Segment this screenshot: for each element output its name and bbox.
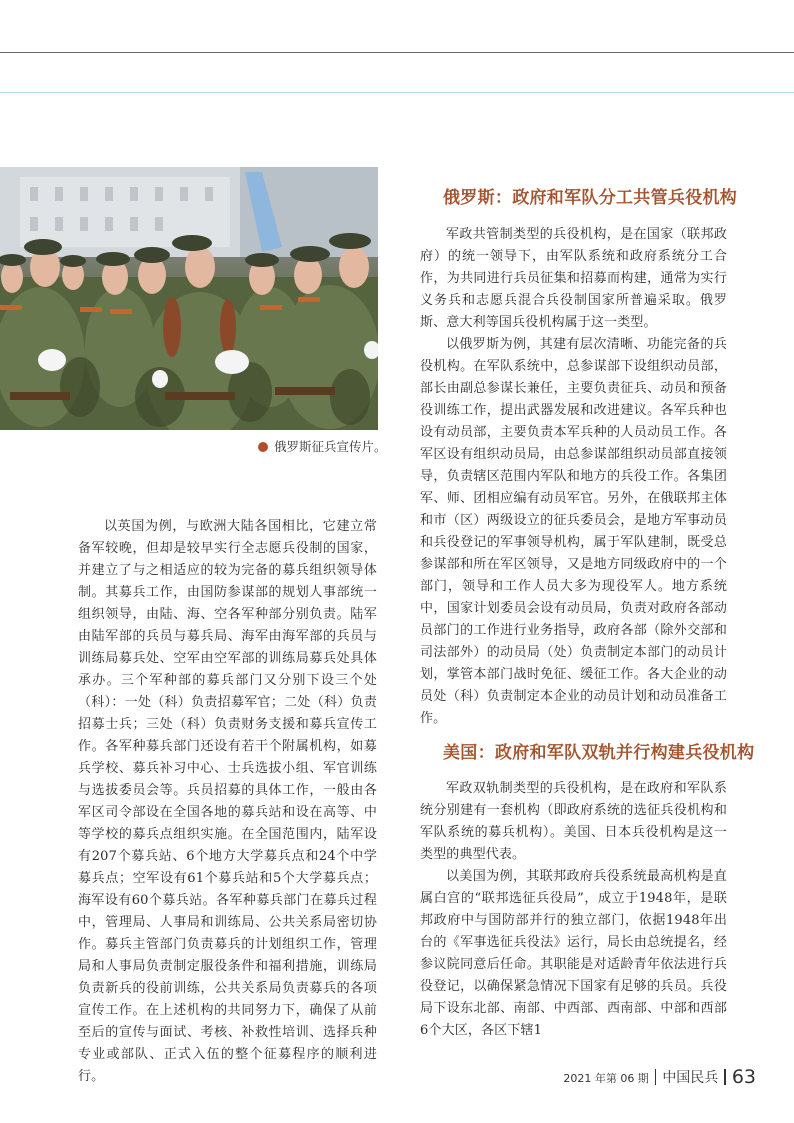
bullet-dot-icon: [258, 442, 268, 452]
paragraph: 军政共管制类型的兵役机构，是在国家（联邦政府）的统一领导下，由军队系统和政府系统分工合作，为共同进行兵员征集和招募而构建，通常为实行义务兵和志愿兵混合兵役制国家所普遍采取。俄罗斯、意大利等国兵役机构属于这一类型。: [420, 227, 727, 330]
header-accent-rule: [0, 92, 794, 93]
photo-illustration: [0, 167, 378, 430]
paragraph: 以俄罗斯为例，其建有层次清晰、功能完备的兵役机构。在军队系统中，总参谋部下设组织动员部，部长由副总参谋长兼任，主要负责征兵、动员和预备役训练工作，提出武器发展和改进建议。各军兵种也设有动员部，主要负责本军兵种的人员动员工作。各军区设有组织动员局，由总参谋部组织动员部直接领导，负责辖区范围内军队和地方的兵役工作。各集团军、师、团相应编有动员军官。另外，在俄联邦主体和市（区）两级设立的征兵委员会，是地方军事动员和兵役登记的军事领导机构，属于军队建制，既受总参谋部和所在军区领导，又是地方同级政府中的一个部门，领导和工作人员大多为现役军人。地方系统中，国家计划委员会设有动员局，负责对政府各部动员部门的工作进行业务指导，政府各部（除外交部和司法部外）的动员局（处）负责制定本部门的动员计划，掌管本部门战时免征、缓征工作。各大企业的动员处（科）负责制定本企业的动员计划和动员准备工作。: [420, 337, 727, 726]
header-rule: [0, 52, 794, 53]
paragraph: 以美国为例，其联邦政府兵役系统最高机构是直属白宫的“联邦选征兵役局”，成立于1948年，是联邦政府中与国防部并行的独立部门，依据1948年出台的《军事选征兵役法》运行，局长由总统提名，经参议院同意后任命。其职能是对适龄青年依法进行兵役登记，以确保紧急情况下国家有足够的兵员。兵役局下设东北部、南部、中西部、西南部、中部和西部6个大区，各区下辖1: [420, 869, 727, 1038]
photo-caption-text: 俄罗斯征兵宣传片。: [274, 439, 387, 454]
paragraph: 军政双轨制类型的兵役机构，是在政府和军队系统分别建有一套机构（即政府系统的选征兵役机构和军队系统的募兵机构）。美国、日本兵役机构是这一类型的典型代表。: [420, 781, 727, 862]
left-column-text: [78, 516, 377, 1088]
section-heading-usa: 美国：政府和军队双轨并行构建兵役机构: [443, 743, 755, 763]
page-number: 63: [731, 1066, 756, 1088]
russia-section-text: [420, 224, 727, 730]
usa-section-text: [420, 778, 727, 1042]
paragraph: 以英国为例，与欧洲大陆各国相比，它建立常备军较晚，但却是较早实行全志愿兵役制的国家，并建立了与之相适应的较为完备的募兵组织领导体制。其募兵工作，由国防参谋部的规划人事部统一组织领导，由陆、海、空各军种部分别负责。陆军由陆军部的兵员与募兵局、海军由海军部的兵员与训练局募兵处、空军由空军部的训练局募兵处具体承办。三个军种部的募兵部门又分别下设三个处（科）：一处（科）负责招募军官；二处（科）负责招募士兵；三处（科）负责财务支援和募兵宣传工作。各军种募兵部门还设有若干个附属机构，如募兵学校、募兵补习中心、士兵选拔小组、军官训练与选拔委员会等。兵员招募的具体工作，一般由各军区司令部设在全国各地的募兵站和设在高等、中等学校的募兵点组织实施。在全国范围内，陆军设有207个募兵站、6个地方大学募兵点和24个中学募兵点；空军设有61个募兵站和5个大学募兵点；海军设有60个募兵站。各军种募兵部门在募兵过程中，管理局、人事局和训练局、公共关系局密切协作。募兵主管部门负责募兵的计划组织工作，管理局和人事局负责制定服役条件和福利措施，训练局负责新兵的役前训练，公共关系局负责募兵的各项宣传工作。在上述机构的共同努力下，确保了从前至后的宣传与面试、考核、补救性培训、选择兵种专业或部队、正式入伍的整个征募程序的顺利进行。: [78, 519, 377, 1084]
footer-divider: [724, 1069, 726, 1085]
soldiers-photo: [0, 167, 378, 430]
magazine-name: 中国民兵: [662, 1070, 719, 1086]
footer-divider: [655, 1069, 657, 1085]
page-footer: [563, 1066, 756, 1088]
issue-label: 2021 年第 06 期: [563, 1072, 649, 1085]
photo-caption: [258, 437, 387, 455]
section-heading-russia: 俄罗斯：政府和军队分工共管兵役机构: [443, 188, 738, 208]
